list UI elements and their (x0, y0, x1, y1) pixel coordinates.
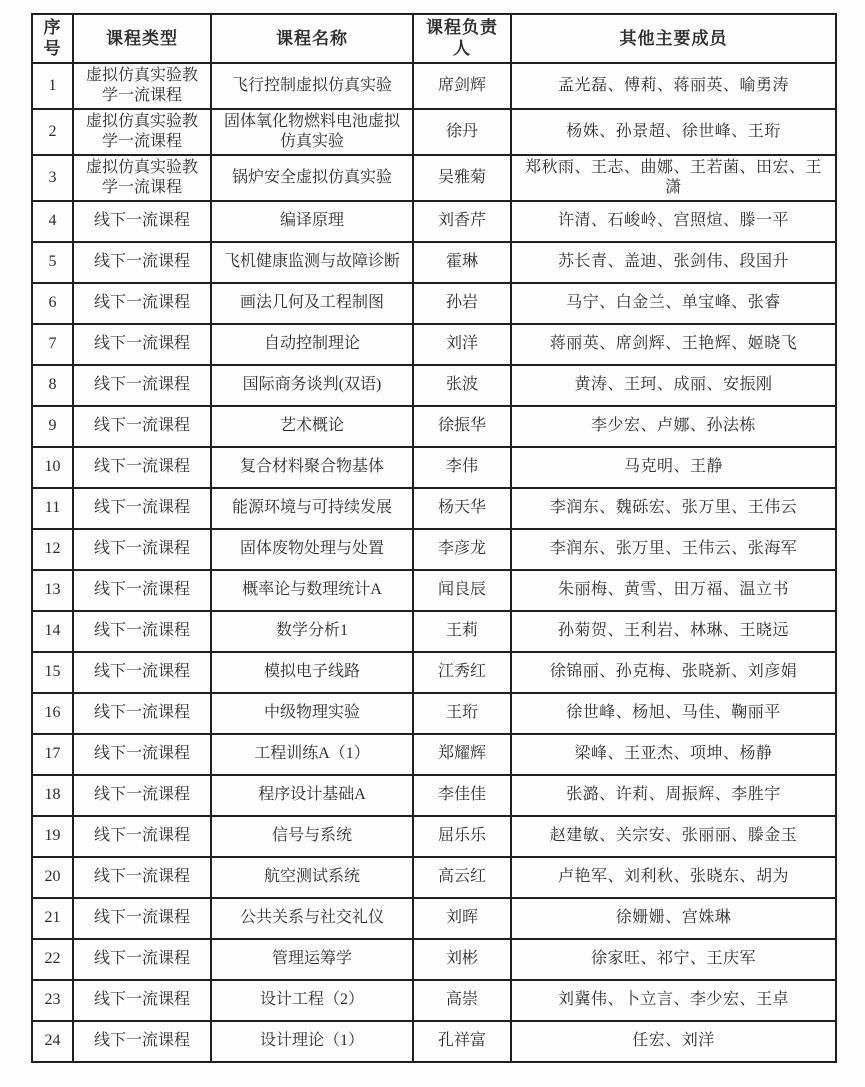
cell-leader: 霍琳 (413, 242, 511, 283)
cell-type: 线下一流课程 (73, 406, 211, 447)
cell-members: 任宏、刘洋 (511, 1021, 836, 1062)
cell-leader: 席剑辉 (413, 63, 511, 109)
cell-name: 管理运筹学 (211, 939, 413, 980)
cell-name: 能源环境与可持续发展 (211, 488, 413, 529)
cell-members: 杨姝、孙景超、徐世峰、王珩 (511, 109, 836, 155)
table-row (32, 201, 836, 242)
header-type: 课程类型 (73, 14, 211, 63)
table-row (32, 1021, 836, 1062)
cell-name: 公共关系与社交礼仪 (211, 898, 413, 939)
cell-name: 程序设计基础A (211, 775, 413, 816)
cell-type: 虚拟仿真实验教学一流课程 (73, 63, 211, 109)
cell-name: 画法几何及工程制图 (211, 283, 413, 324)
cell-leader: 江秀红 (413, 652, 511, 693)
cell-no: 15 (32, 652, 73, 693)
cell-members: 梁峰、王亚杰、项坤、杨静 (511, 734, 836, 775)
cell-members: 徐锦丽、孙克梅、张晓新、刘彦娟 (511, 652, 836, 693)
cell-type: 线下一流课程 (73, 324, 211, 365)
cell-no: 7 (32, 324, 73, 365)
cell-type: 线下一流课程 (73, 898, 211, 939)
cell-leader: 孔祥富 (413, 1021, 511, 1062)
cell-members: 李少宏、卢娜、孙法栋 (511, 406, 836, 447)
table-row (32, 775, 836, 816)
table-row (32, 406, 836, 447)
table-row (32, 857, 836, 898)
cell-leader: 徐丹 (413, 109, 511, 155)
cell-no: 18 (32, 775, 73, 816)
cell-no: 4 (32, 201, 73, 242)
cell-name: 固体氧化物燃料电池虚拟仿真实验 (211, 109, 413, 155)
cell-members: 张潞、许莉、周振辉、李胜宇 (511, 775, 836, 816)
cell-leader: 王珩 (413, 693, 511, 734)
cell-no: 14 (32, 611, 73, 652)
cell-leader: 李佳佳 (413, 775, 511, 816)
cell-leader: 屈乐乐 (413, 816, 511, 857)
cell-members: 赵建敏、关宗安、张丽丽、滕金玉 (511, 816, 836, 857)
cell-no: 20 (32, 857, 73, 898)
cell-name: 国际商务谈判(双语) (211, 365, 413, 406)
cell-no: 10 (32, 447, 73, 488)
table-row (32, 155, 836, 201)
table-row (32, 324, 836, 365)
cell-name: 中级物理实验 (211, 693, 413, 734)
cell-members: 孙菊贺、王利岩、林琳、王晓远 (511, 611, 836, 652)
cell-name: 概率论与数理统计A (211, 570, 413, 611)
cell-leader: 刘彬 (413, 939, 511, 980)
cell-type: 线下一流课程 (73, 980, 211, 1021)
course-table (31, 13, 837, 1063)
cell-leader: 刘晖 (413, 898, 511, 939)
cell-type: 线下一流课程 (73, 488, 211, 529)
cell-members: 郑秋雨、王志、曲娜、王若菌、田宏、王潇 (511, 155, 836, 201)
cell-members: 徐姗姗、宫姝琳 (511, 898, 836, 939)
table-row (32, 734, 836, 775)
table-row (32, 242, 836, 283)
table-row (32, 693, 836, 734)
cell-name: 自动控制理论 (211, 324, 413, 365)
cell-no: 22 (32, 939, 73, 980)
cell-leader: 高云红 (413, 857, 511, 898)
cell-leader: 张波 (413, 365, 511, 406)
cell-type: 线下一流课程 (73, 816, 211, 857)
cell-name: 飞行控制虚拟仿真实验 (211, 63, 413, 109)
table-body (32, 63, 836, 1062)
cell-leader: 刘洋 (413, 324, 511, 365)
cell-no: 1 (32, 63, 73, 109)
cell-no: 12 (32, 529, 73, 570)
cell-members: 许清、石峻岭、宫照煊、滕一平 (511, 201, 836, 242)
cell-name: 固体废物处理与处置 (211, 529, 413, 570)
header-leader: 课程负责人 (413, 14, 511, 63)
cell-type: 线下一流课程 (73, 1021, 211, 1062)
cell-type: 线下一流课程 (73, 201, 211, 242)
cell-no: 17 (32, 734, 73, 775)
cell-no: 8 (32, 365, 73, 406)
cell-leader: 郑耀辉 (413, 734, 511, 775)
cell-name: 航空测试系统 (211, 857, 413, 898)
cell-leader: 刘香芹 (413, 201, 511, 242)
cell-members: 李润东、魏砾宏、张万里、王伟云 (511, 488, 836, 529)
cell-type: 线下一流课程 (73, 734, 211, 775)
cell-name: 编译原理 (211, 201, 413, 242)
cell-no: 19 (32, 816, 73, 857)
header-members: 其他主要成员 (511, 14, 836, 63)
cell-name: 模拟电子线路 (211, 652, 413, 693)
table-row (32, 488, 836, 529)
cell-no: 9 (32, 406, 73, 447)
cell-name: 设计工程（2） (211, 980, 413, 1021)
cell-name: 工程训练A（1） (211, 734, 413, 775)
table-row (32, 63, 836, 109)
table-row (32, 980, 836, 1021)
cell-members: 徐世峰、杨旭、马佳、鞠丽平 (511, 693, 836, 734)
header-row (32, 14, 836, 63)
cell-type: 线下一流课程 (73, 242, 211, 283)
cell-members: 卢艳军、刘利秋、张晓东、胡为 (511, 857, 836, 898)
table-row (32, 529, 836, 570)
table-row (32, 109, 836, 155)
cell-leader: 李彦龙 (413, 529, 511, 570)
table-row (32, 570, 836, 611)
cell-type: 线下一流课程 (73, 611, 211, 652)
cell-type: 线下一流课程 (73, 529, 211, 570)
cell-type: 线下一流课程 (73, 365, 211, 406)
cell-leader: 王莉 (413, 611, 511, 652)
cell-members: 李润东、张万里、王伟云、张海军 (511, 529, 836, 570)
cell-type: 线下一流课程 (73, 939, 211, 980)
cell-members: 苏长青、盖迪、张剑伟、段国升 (511, 242, 836, 283)
cell-leader: 闻良辰 (413, 570, 511, 611)
cell-name: 飞机健康监测与故障诊断 (211, 242, 413, 283)
table-row (32, 611, 836, 652)
cell-type: 线下一流课程 (73, 693, 211, 734)
cell-type: 线下一流课程 (73, 775, 211, 816)
cell-name: 艺术概论 (211, 406, 413, 447)
cell-members: 黄涛、王珂、成丽、安振刚 (511, 365, 836, 406)
cell-name: 复合材料聚合物基体 (211, 447, 413, 488)
cell-members: 徐家旺、祁宁、王庆军 (511, 939, 836, 980)
cell-members: 马宁、白金兰、单宝峰、张睿 (511, 283, 836, 324)
header-no: 序号 (32, 14, 73, 63)
table-row (32, 283, 836, 324)
cell-no: 16 (32, 693, 73, 734)
cell-no: 2 (32, 109, 73, 155)
cell-type: 线下一流课程 (73, 283, 211, 324)
cell-no: 5 (32, 242, 73, 283)
cell-leader: 杨天华 (413, 488, 511, 529)
cell-name: 锅炉安全虚拟仿真实验 (211, 155, 413, 201)
cell-leader: 吴雅菊 (413, 155, 511, 201)
table-row (32, 816, 836, 857)
cell-no: 21 (32, 898, 73, 939)
cell-members: 朱丽梅、黄雪、田万福、温立书 (511, 570, 836, 611)
cell-leader: 孙岩 (413, 283, 511, 324)
table-header (32, 14, 836, 63)
cell-leader: 徐振华 (413, 406, 511, 447)
cell-name: 数学分析1 (211, 611, 413, 652)
cell-no: 23 (32, 980, 73, 1021)
cell-type: 虚拟仿真实验教学一流课程 (73, 155, 211, 201)
cell-members: 马克明、王静 (511, 447, 836, 488)
cell-type: 线下一流课程 (73, 570, 211, 611)
cell-type: 线下一流课程 (73, 652, 211, 693)
table-row (32, 447, 836, 488)
cell-type: 虚拟仿真实验教学一流课程 (73, 109, 211, 155)
cell-leader: 李伟 (413, 447, 511, 488)
cell-members: 孟光磊、傅莉、蒋丽英、喻勇涛 (511, 63, 836, 109)
table-row (32, 939, 836, 980)
table-row (32, 898, 836, 939)
cell-no: 11 (32, 488, 73, 529)
cell-no: 13 (32, 570, 73, 611)
cell-no: 24 (32, 1021, 73, 1062)
cell-type: 线下一流课程 (73, 857, 211, 898)
cell-no: 6 (32, 283, 73, 324)
cell-members: 蒋丽英、席剑辉、王艳辉、姬晓飞 (511, 324, 836, 365)
table-row (32, 365, 836, 406)
table-row (32, 652, 836, 693)
cell-members: 刘冀伟、卜立言、李少宏、王卓 (511, 980, 836, 1021)
cell-leader: 高崇 (413, 980, 511, 1021)
cell-no: 3 (32, 155, 73, 201)
cell-name: 设计理论（1） (211, 1021, 413, 1062)
cell-name: 信号与系统 (211, 816, 413, 857)
cell-type: 线下一流课程 (73, 447, 211, 488)
header-name: 课程名称 (211, 14, 413, 63)
